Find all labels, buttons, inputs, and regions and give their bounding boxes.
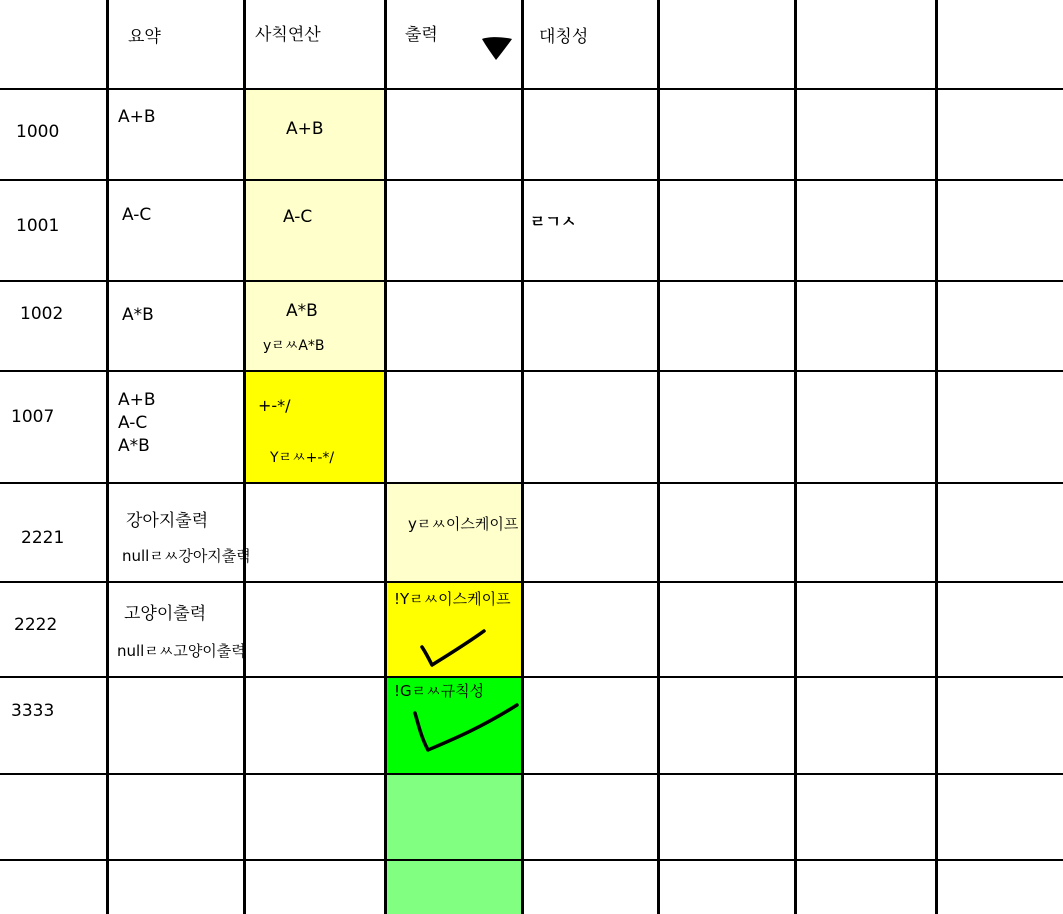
cell-summary-note[interactable]: nullㄹㅆ강아지출력 [122, 547, 251, 565]
cell-arithmetic-note[interactable]: yㄹㅆA*B [263, 338, 325, 354]
checkmark-icon [418, 625, 488, 670]
row-id[interactable]: 1007 [11, 407, 55, 427]
grid-hline [0, 676, 1063, 678]
cell-summary[interactable]: A+B [118, 107, 156, 127]
fill-1001-arithmetic [246, 181, 386, 282]
cell-summary[interactable]: 강아지출력 [126, 511, 209, 531]
row-id[interactable]: 3333 [11, 701, 55, 721]
checkmark-icon [409, 695, 523, 755]
cell-output[interactable]: !Gㄹㅆ규칙성 [394, 682, 485, 700]
fill-2221-output [387, 484, 522, 583]
header-summary[interactable]: 요약 [128, 27, 161, 47]
fill-1002-arithmetic [246, 282, 386, 372]
grid-hline [0, 859, 1063, 861]
cell-output[interactable]: !Yㄹㅆ이스케이프 [394, 590, 511, 608]
row-id[interactable]: 1001 [16, 216, 60, 236]
grid-hline [0, 581, 1063, 583]
row-id[interactable]: 1002 [20, 304, 64, 324]
cell-summary[interactable]: A-C [122, 205, 152, 225]
grid-hline [0, 370, 1063, 372]
header-symmetry[interactable]: 대칭성 [539, 27, 589, 47]
grid-hline [0, 482, 1063, 484]
fill-row8-output [387, 775, 522, 861]
cell-summary[interactable]: 고양이출력 [124, 604, 207, 624]
grid-vline [384, 0, 387, 914]
header-arithmetic[interactable]: 사칙연산 [255, 25, 321, 45]
grid-vline [243, 0, 246, 914]
cell-summary-note[interactable]: nullㄹㅆ고양이출력 [117, 642, 246, 660]
cell-arithmetic-note[interactable]: Yㄹㅆ+-*/ [270, 450, 335, 466]
row-id[interactable]: 2221 [21, 528, 65, 548]
cell-summary-multiline[interactable]: A+B A-C A*B [118, 390, 156, 456]
grid-hline [0, 88, 1063, 90]
grid-hline [0, 773, 1063, 775]
cell-output[interactable]: yㄹㅆ이스케이프 [408, 515, 519, 533]
grid-vline [657, 0, 660, 914]
cell-symmetry-note[interactable]: ㄹㄱㅅ [530, 212, 577, 231]
cell-arithmetic[interactable]: A+B [286, 119, 324, 139]
fill-row9-output [387, 861, 522, 914]
cell-summary[interactable]: A*B [122, 305, 154, 325]
grid-hline [0, 179, 1063, 181]
grid-vline [935, 0, 938, 914]
grid-vline [521, 0, 524, 914]
cell-arithmetic[interactable]: A-C [283, 207, 313, 227]
header-output[interactable]: 출력 [405, 25, 438, 45]
grid-vline [794, 0, 797, 914]
grid-vline [106, 0, 109, 914]
row-id[interactable]: 1000 [16, 122, 60, 142]
grid-hline [0, 280, 1063, 282]
row-id[interactable]: 2222 [14, 615, 58, 635]
fill-1007-arithmetic [246, 372, 386, 484]
triangle-marker-icon [481, 36, 513, 62]
cell-arithmetic[interactable]: +-*/ [258, 396, 291, 415]
cell-arithmetic[interactable]: A*B [286, 301, 318, 321]
